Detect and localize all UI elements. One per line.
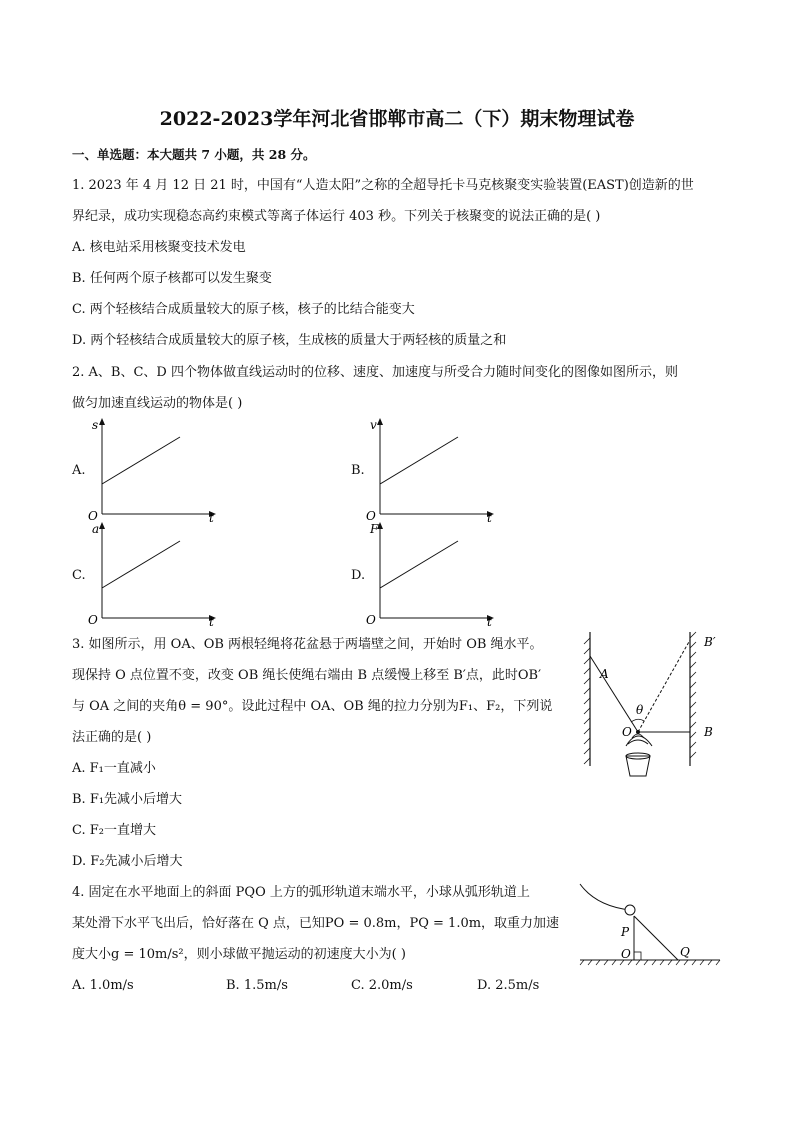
q3-option-d: D. F₂先减小后增大 (72, 854, 183, 869)
q1-option-c: C. 两个轻核结合成质量较大的原子核，核子的比结合能变大 (72, 302, 415, 317)
y-axis-label: s (92, 418, 99, 432)
q4-stem-line2: 某处滑下水平飞出后，恰好落在 Q 点，已知PO = 0.8m，PQ = 1.0m，取重力加速 (72, 916, 560, 931)
q2-graph-d (362, 520, 502, 626)
q2-graph-b-label: B. (351, 463, 365, 478)
q4-incline-figure (576, 876, 726, 968)
q1-option-b: B. 任何两个原子核都可以发生聚变 (72, 271, 272, 286)
q2-graph-d-label: D. (351, 568, 366, 583)
point-p-label: P (621, 925, 630, 939)
q3-stem-line3: 与 OA 之间的夹角θ = 90°。设此过程中 OA、OB 绳的拉力分别为F₁、F₂，下列说 (72, 699, 553, 714)
origin-label: O (88, 613, 98, 626)
point-o-label: O (622, 725, 632, 739)
q2-graph-a-label: A. (72, 463, 86, 478)
point-q-label: Q (680, 945, 690, 959)
x-axis-label: t (209, 615, 214, 626)
q3-stem-line2: 现保持 O 点位置不变，改变 OB 绳长使绳右端由 B 点缓慢上移至 B′点，此时OB′ (72, 668, 542, 683)
y-axis-label: v (370, 418, 377, 432)
origin-label: O (366, 613, 376, 626)
point-o-label: O (621, 947, 631, 961)
x-axis-label: t (487, 511, 492, 522)
y-axis-label: F (370, 522, 379, 536)
q4-option-b: B. 1.5m/s (226, 978, 288, 993)
q3-stem-line4: 法正确的是( ) (72, 730, 152, 745)
q4-stem-line3: 度大小g = 10m/s²，则小球做平抛运动的初速度大小为( ) (72, 947, 406, 962)
q3-option-c: C. F₂一直增大 (72, 823, 156, 838)
q4-option-c: C. 2.0m/s (351, 978, 413, 993)
q4-option-d: D. 2.5m/s (477, 978, 540, 993)
q1-option-d: D. 两个轻核结合成质量较大的原子核，生成核的质量大于两轻核的质量之和 (72, 333, 507, 348)
section-heading: 一、单选题：本大题共 7 小题，共 28 分。 (72, 147, 316, 162)
x-axis-label: t (209, 511, 214, 522)
q3-stem-line1: 3. 如图所示，用 OA、OB 两根轻绳将花盆悬于两墙壁之间，开始时 OB 绳水平。 (72, 637, 543, 652)
q2-graph-b (362, 416, 502, 522)
x-axis-label: t (487, 615, 492, 626)
q3-flowerpot-figure (578, 626, 728, 792)
theta-label: θ (636, 703, 644, 717)
q4-option-a: A. 1.0m/s (72, 978, 134, 993)
point-b-prime-label: B′ (704, 635, 716, 649)
q2-graph-a (84, 416, 224, 522)
q2-stem-line2: 做匀加速直线运动的物体是( ) (72, 396, 243, 411)
q2-graph-c (84, 520, 224, 626)
q1-stem-line2: 界纪录，成功实现稳态高约束模式等离子体运行 403 秒。下列关于核聚变的说法正确的是( ) (72, 209, 601, 224)
point-a-label: A (600, 667, 609, 681)
q2-stem-line1: 2. A、B、C、D 四个物体做直线运动时的位移、速度、加速度与所受合力随时间变化的图像如图所示，则 (72, 365, 678, 380)
point-b-label: B (704, 725, 713, 739)
origin-label: O (366, 509, 376, 522)
page-title: 2022-2023学年河北省邯郸市高二（下）期末物理试卷 (159, 108, 635, 130)
q4-stem-line1: 4. 固定在水平地面上的斜面 PQO 上方的弧形轨道末端水平，小球从弧形轨道上 (72, 885, 530, 900)
q3-option-a: A. F₁一直减小 (72, 761, 156, 776)
q2-graph-c-label: C. (72, 568, 86, 583)
q3-option-b: B. F₁先减小后增大 (72, 792, 183, 807)
q1-stem-line1: 1. 2023 年 4 月 12 日 21 时，中国有“人造太阳”之称的全超导托卡马克核聚变实验装置(EAST)创造新的世 (72, 178, 694, 193)
q1-option-a: A. 核电站采用核聚变技术发电 (72, 240, 246, 255)
y-axis-label: a (92, 522, 100, 536)
origin-label: O (88, 509, 98, 522)
